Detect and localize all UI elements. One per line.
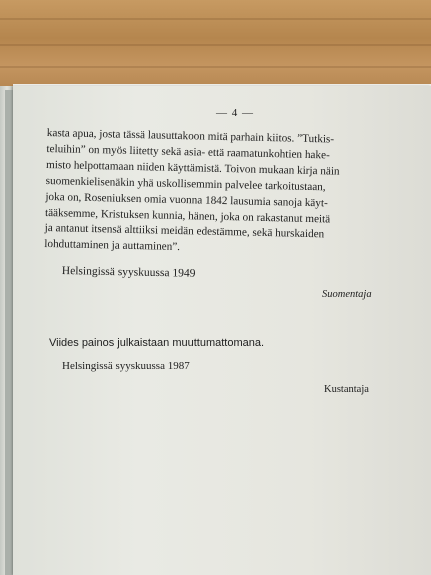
paragraph-line: teluihin” on myös liitetty sekä asia- että raamatunkohtien hake- xyxy=(46,142,330,162)
page-number: — 4 — xyxy=(216,107,254,119)
paragraph-line: kasta apua, josta tässä lausuttakoon mitä parhain kiitos. ”Tutkis- xyxy=(46,126,335,146)
paragraph-line: joka on, Roseniuksen omia vuonna 1842 lausumia sanoja käyt- xyxy=(45,190,328,210)
place-date-translator: Helsingissä syyskuussa 1949 xyxy=(61,265,196,280)
translator-signature: Suomentaja xyxy=(322,289,372,300)
wood-grain xyxy=(0,44,431,46)
paragraph-line: lohduttaminen ja auttaminen”. xyxy=(44,238,181,254)
paragraph-line: suomenkielisenäkin yhä uskollisemmin palvelee tarkoitustaan, xyxy=(45,174,326,194)
book-spine-shadow xyxy=(5,90,13,575)
body-paragraph xyxy=(44,126,379,261)
paragraph-line: misto helpottamaan niiden käyttämistä. Toivon mukaan kirja näin xyxy=(45,158,340,178)
paragraph-line: tääksemme, Kristuksen kunnia, hänen, joka on rakastanut meitä xyxy=(44,206,331,225)
place-date-publisher: Helsingissä syyskuussa 1987 xyxy=(62,360,190,372)
wood-grain xyxy=(0,18,431,20)
publisher-signature: Kustantaja xyxy=(324,384,369,395)
wood-grain xyxy=(0,66,431,68)
paragraph-line: ja antanut itsensä alttiiksi meidän edestämme, sekä hurskaiden xyxy=(44,222,325,241)
edition-note: Viides painos julkaistaan muuttumattomana. xyxy=(49,337,265,349)
